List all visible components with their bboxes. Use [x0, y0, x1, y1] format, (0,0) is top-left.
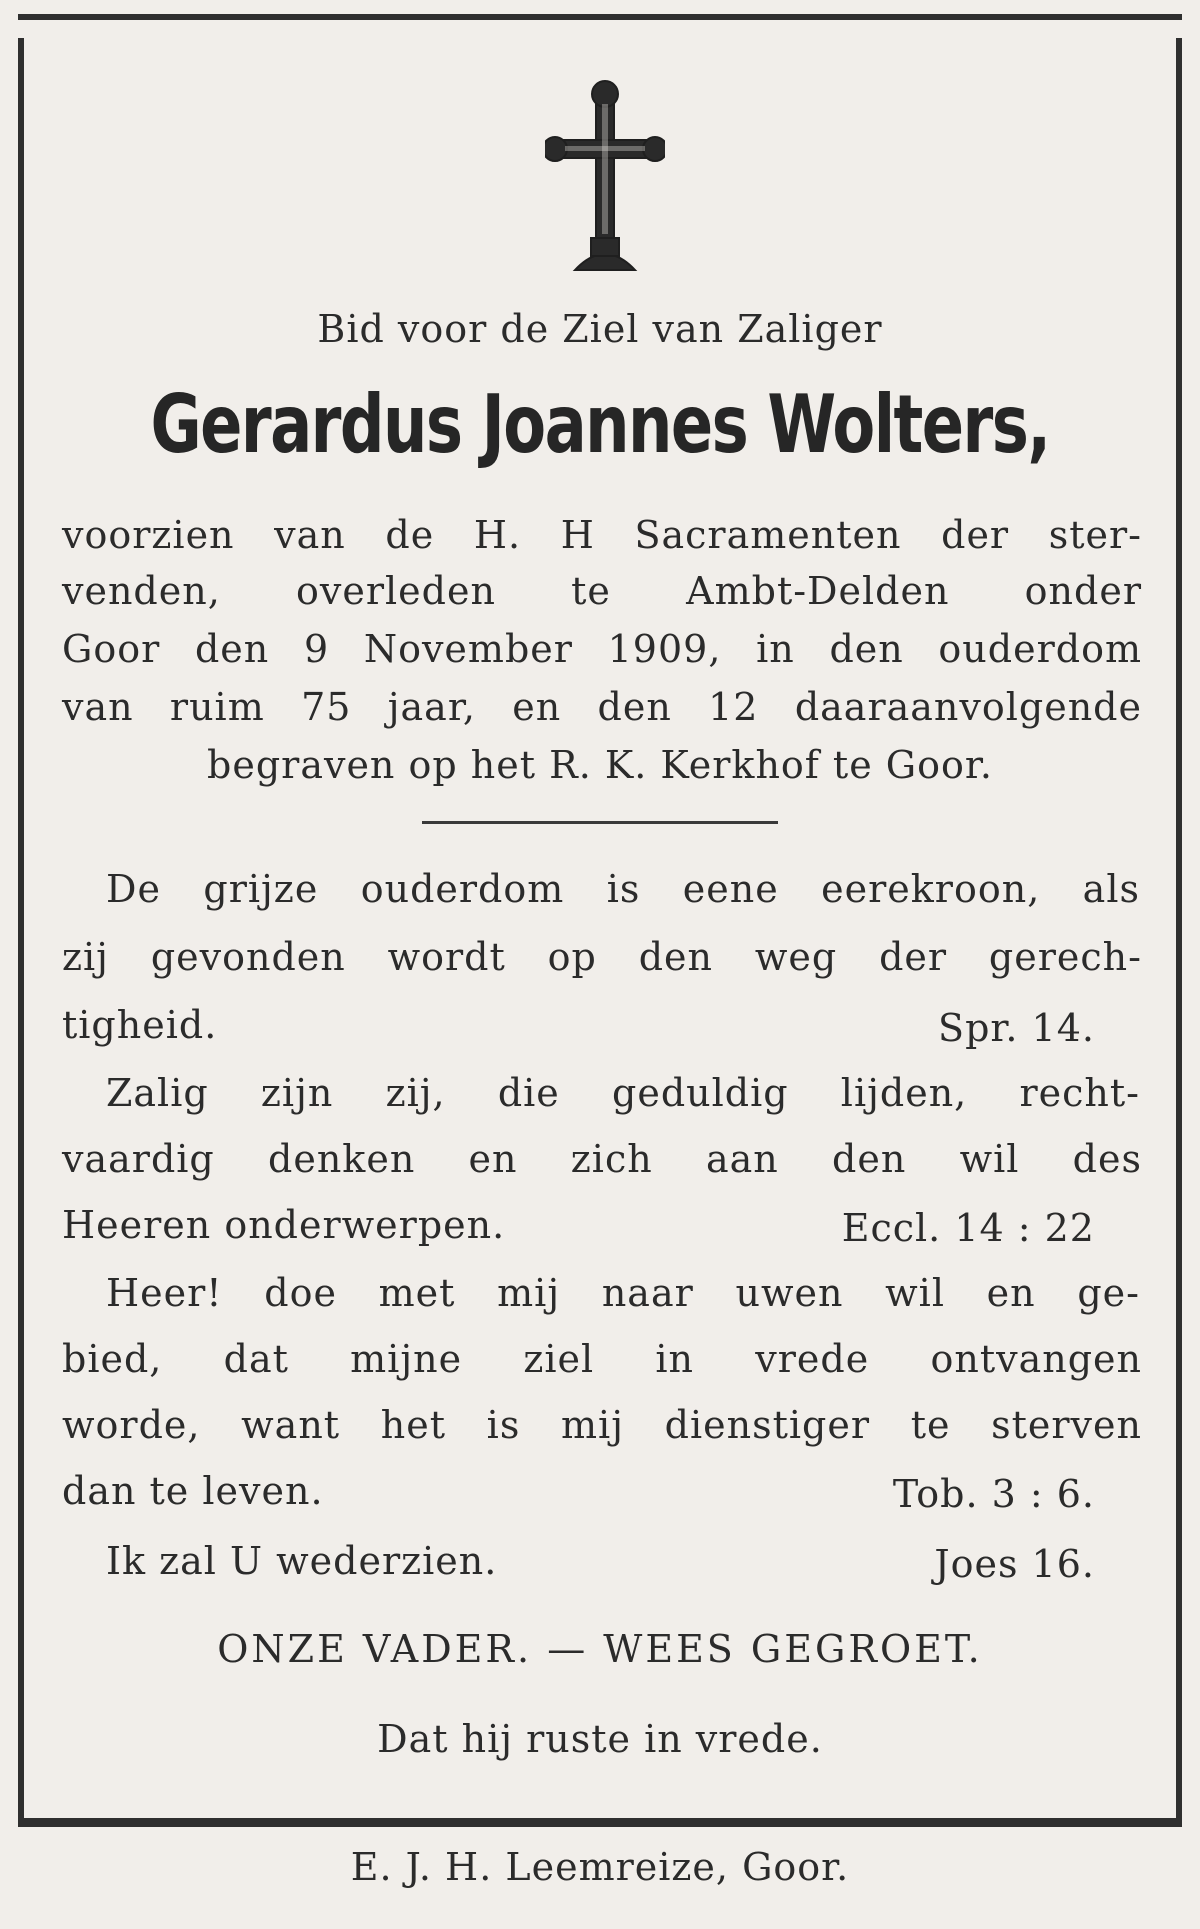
divider	[422, 821, 778, 824]
cross-icon	[545, 78, 665, 274]
verse-reference: Spr. 14.	[938, 1006, 1095, 1050]
verse-line: Zalig zijn zij, die geduldig lijden, recht-	[106, 1071, 1140, 1115]
verse-line: Heer! doe met mij naar uwen wil en ge-	[106, 1271, 1140, 1315]
biography-line: voorzien van de H. H Sacramenten der ster-	[62, 513, 1142, 557]
verse-reference: Eccl. 14 : 22	[841, 1206, 1095, 1250]
verse-line: bied, dat mijne ziel in vrede ontvangen	[62, 1337, 1142, 1381]
top-border	[18, 14, 1182, 20]
verse-reference: Tob. 3 : 6.	[892, 1472, 1095, 1516]
verse-line: Heeren onderwerpen.	[62, 1203, 506, 1247]
left-border	[18, 38, 24, 1826]
verse-reference: Joes 16.	[934, 1542, 1095, 1586]
intro-line: Bid voor de Ziel van Zaliger	[317, 307, 883, 351]
verse-line: worde, want het is mij dienstiger te sterven	[62, 1403, 1142, 1447]
biography-line: van ruim 75 jaar, en den 12 daaraanvolgende	[62, 685, 1142, 729]
verse-line: tigheid.	[62, 1003, 218, 1047]
verse-line: zij gevonden wordt op den weg der gerech-	[62, 935, 1142, 979]
printer-credit: E. J. H. Leemreize, Goor.	[350, 1845, 850, 1889]
verse-line: vaardig denken en zich aan den wil des	[62, 1137, 1142, 1181]
verse-line: Ik zal U wederzien.	[106, 1539, 498, 1583]
biography-line: begraven op het R. K. Kerkhof te Goor.	[207, 743, 993, 787]
deceased-name: Gerardus Joannes Wolters,	[150, 378, 1050, 471]
verse-line: dan te leven.	[62, 1469, 324, 1513]
closing-line: Dat hij ruste in vrede.	[377, 1717, 823, 1761]
prayer-line: ONZE VADER. — WEES GEGROET.	[217, 1627, 983, 1671]
biography-line: venden, overleden te Ambt-Delden onder	[62, 569, 1142, 613]
verse-line: De grijze ouderdom is eene eerekroon, als	[106, 867, 1140, 911]
biography-line: Goor den 9 November 1909, in den ouderdom	[62, 627, 1142, 671]
bottom-border	[18, 1818, 1182, 1827]
